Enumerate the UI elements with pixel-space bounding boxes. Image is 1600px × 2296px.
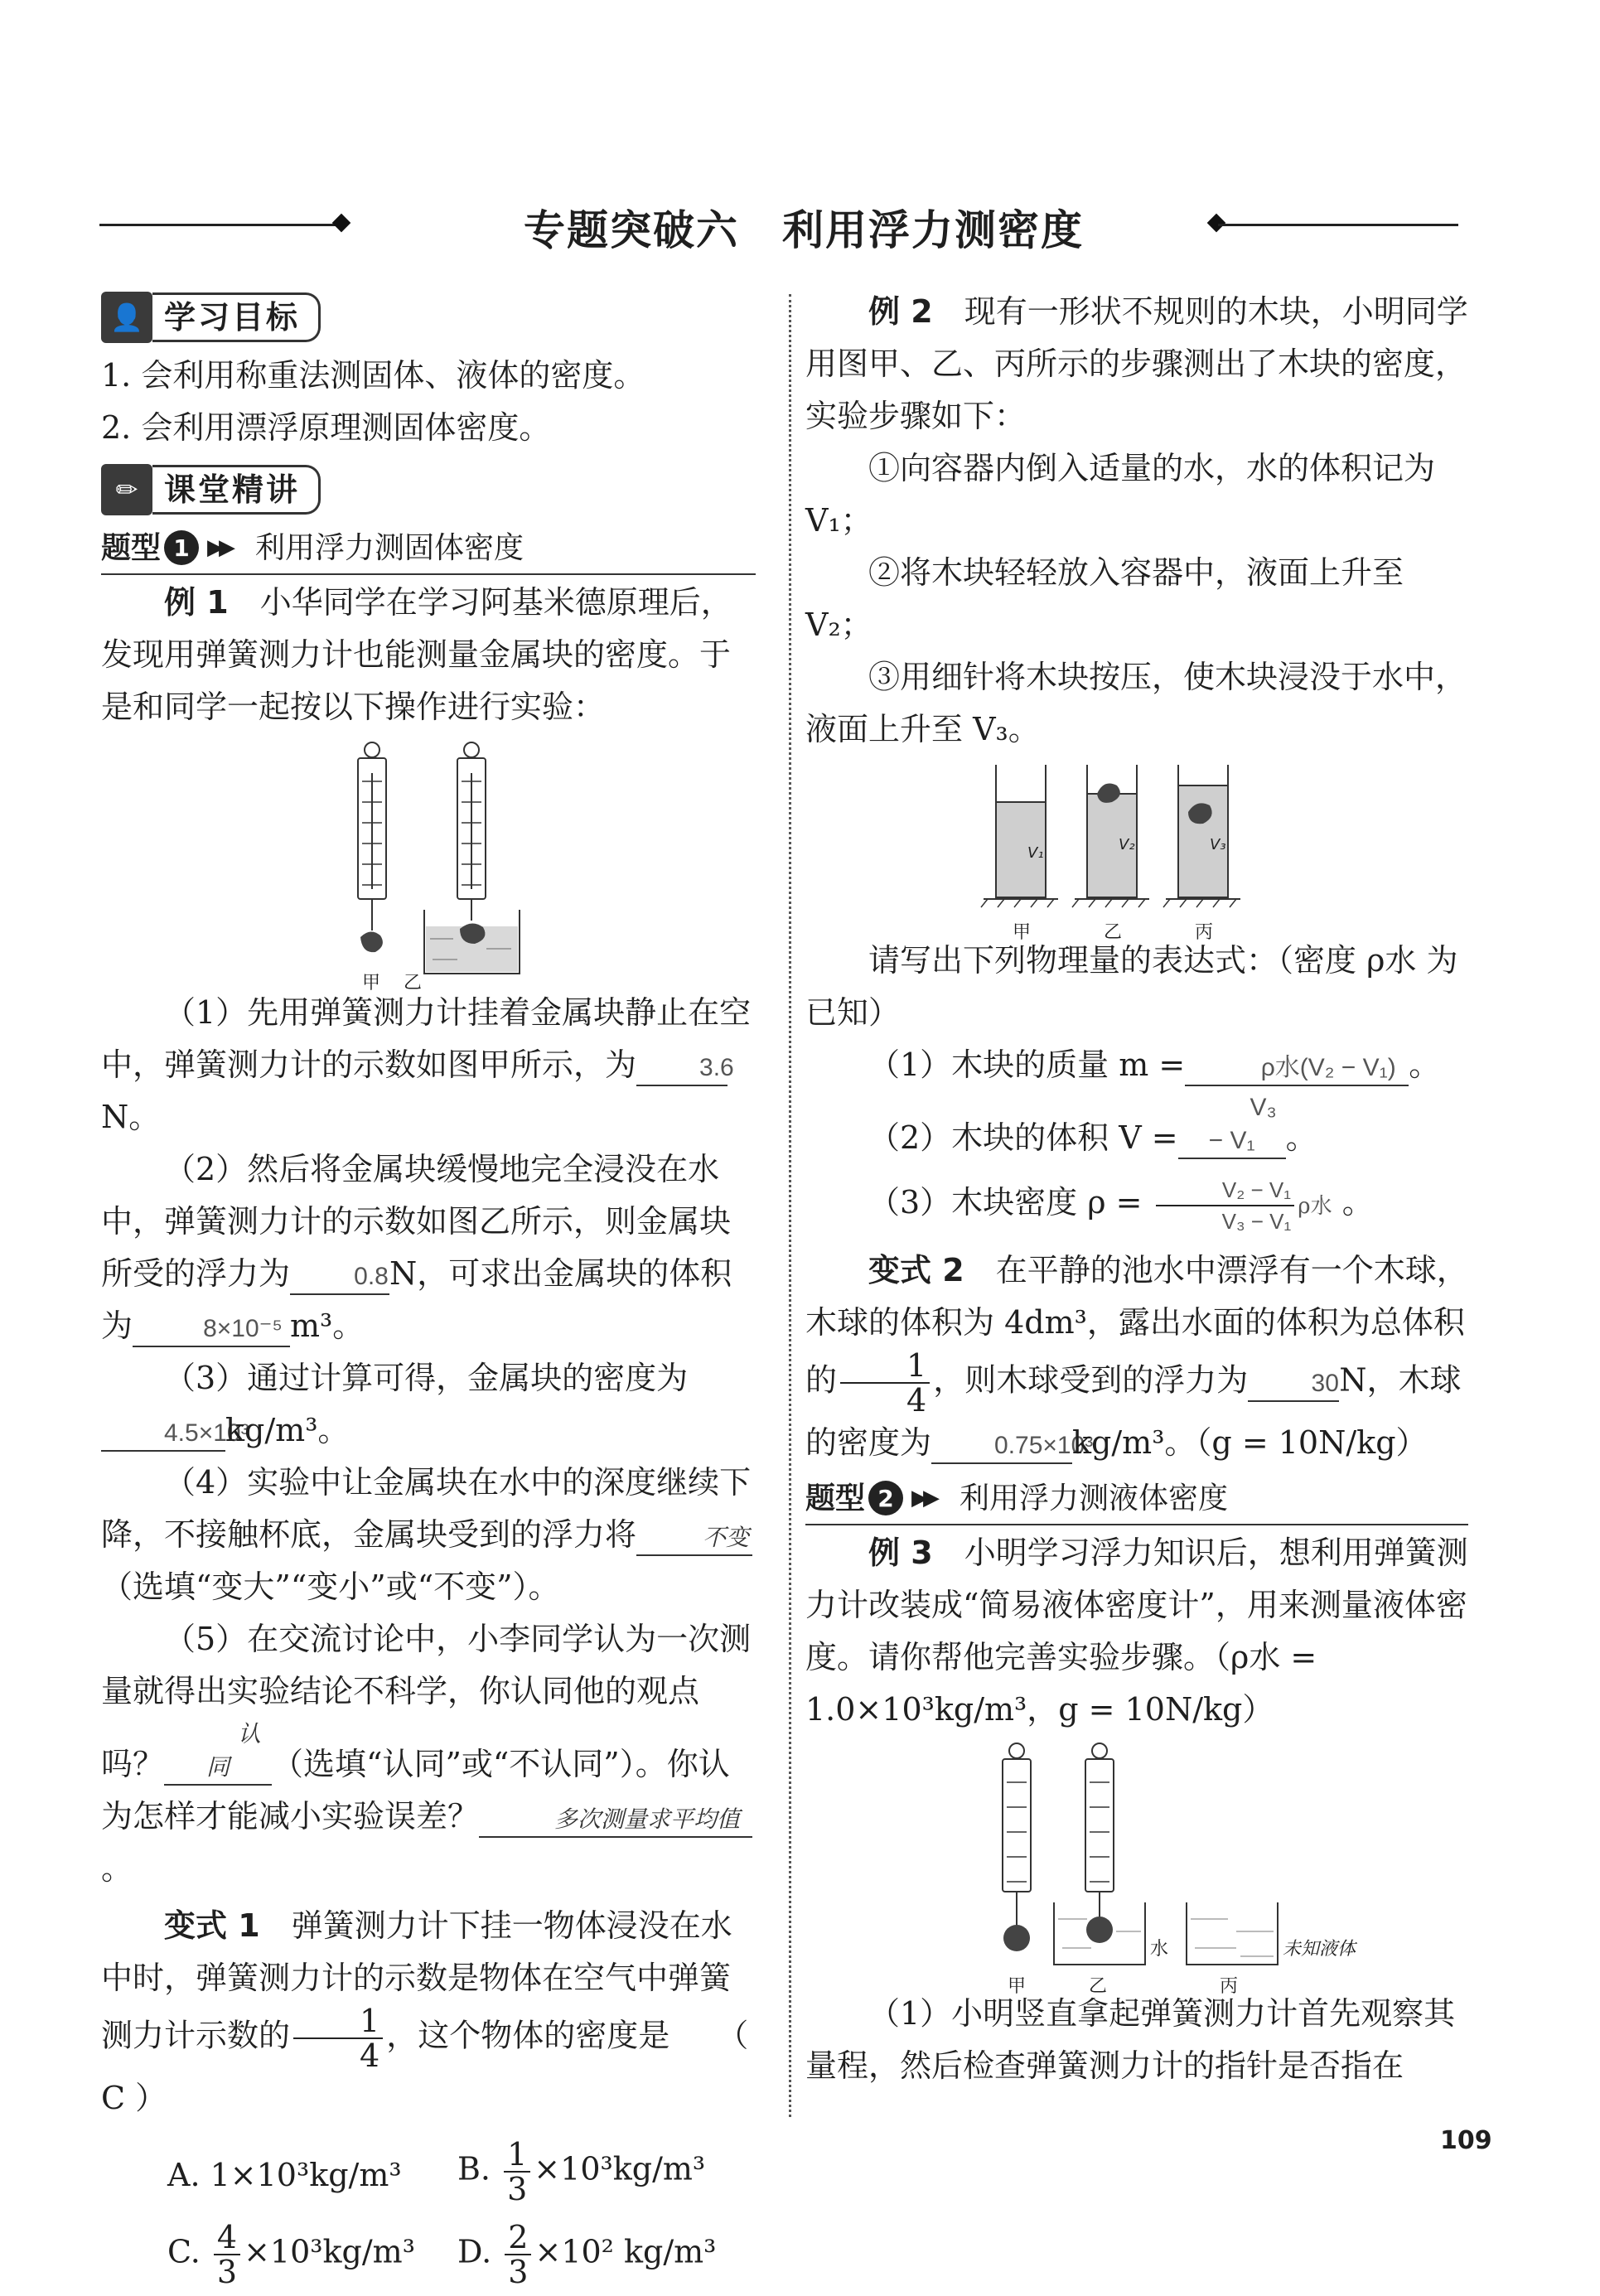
- ex1-q5: （5）在交流讨论中，小李同学认为一次测量就得出实验结论不科学，你认同他的观点吗？认同 （选填“认同”或“不认同”）。你认为怎样才能减小实验误差？ 多次测量求平均值。: [101, 1621, 752, 1887]
- figure-spring-scales-2: [955, 1741, 1356, 1997]
- option-b: B. $\frac{1}{3}$ ×10³kg/m³: [457, 2136, 706, 2207]
- ex2-step-3: ③用细针将木块按压，使木块浸没于水中，液面上升至 V₃。: [805, 659, 1467, 747]
- figure-caption: 丙: [1195, 922, 1214, 943]
- title-rule-right: [1218, 224, 1458, 226]
- left-column: [101, 290, 756, 2289]
- ex1-q3: （3）通过计算可得，金属块的密度为4.5×10³kg/m³。: [101, 1352, 756, 1457]
- ex2-ask: 请写出下列物理量的表达式：（密度 ρ水 为已知）: [805, 942, 1458, 1031]
- figure-containers: [971, 761, 1303, 943]
- variant-2: 变式 2 在平静的池水中漂浮有一个木球，木球的体积为 4dm³，露出水面的体积为总体积的 $\frac{1}{4}$ ，则木球受到的浮力为 30N，木球的密度为 0.75×10³kg/m³。（g = 10N/kg）: [805, 1245, 1468, 1469]
- figure-label-liquid: 未知液体: [1283, 1939, 1356, 1960]
- ex2-q3: （3）木块密度 ρ = $\frac{\text{V₂ − V₁}}{\text{V₃ − V₁}}$ ρ水 。: [805, 1164, 1468, 1245]
- ex1-q1: （1）先用弹簧测力计挂着金属块静止在空中，弹簧测力计的示数如图甲所示，为 3.6N。: [101, 994, 752, 1135]
- option-a: A. 1×10³kg/m³: [167, 2157, 402, 2193]
- section-lecture: [101, 462, 756, 517]
- example-3-intro: 例 3 小明学习浮力知识后，想利用弹簧测力计改装成“简易液体密度计”，用来测量液体密度。请你帮他完善实验步骤。（ρ水 = 1.0×10³kg/m³，g = 10N/kg）: [805, 1535, 1468, 1728]
- pencil-icon: ✏: [101, 464, 152, 515]
- variant-1-options: [167, 2138, 756, 2289]
- figure-caption: 乙: [1089, 1976, 1108, 1997]
- example-1-intro: 例 1 小华同学在学习阿基米德原理后，发现用弹簧测力计也能测量金属块的密度。于是和同学一起按以下操作进行实验：: [101, 584, 732, 725]
- figure-caption: 甲: [362, 973, 381, 993]
- ex2-step-1: ①向容器内倒入适量的水，水的体积记为 V₁；: [805, 450, 1436, 539]
- ex2-step-2: ②将木块轻轻放入容器中，液面上升至 V₂；: [805, 554, 1404, 643]
- title-diamond-left: [332, 214, 351, 233]
- variant-1: 变式 1 弹簧测力计下挂一物体浸没在水中时，弹簧测力计的示数是物体在空气中弹簧测力计示数的 $\frac{1}{4}$ ，这个物体的密度是 （ C ）: [101, 1907, 749, 2116]
- figure-caption: 乙: [404, 973, 423, 993]
- double-arrow-icon: ▶▶: [911, 1485, 935, 1511]
- section-goals-label: 学习目标: [152, 292, 321, 342]
- ex2-q1: （1）木块的质量 m = ρ水(V₂ − V₁) 。: [805, 1039, 1468, 1091]
- page-number: 109: [1440, 2126, 1492, 2155]
- ex1-q2: （2）然后将金属块缓慢地完全浸没在水中，弹簧测力计的示数如图乙所示，则金属块所受的浮力为 0.8N，可求出金属块的体积为 8×10⁻⁵ m³。: [101, 1143, 756, 1352]
- column-divider: [789, 294, 791, 2117]
- goal-item: 1. 会利用称重法测固体、液体的密度。: [101, 357, 645, 394]
- goal-item: 2. 会利用漂浮原理测固体密度。: [101, 409, 551, 446]
- title-diamond-right: [1207, 214, 1226, 233]
- volume-label: V₂: [1119, 836, 1135, 853]
- figure-label-water: 水: [1150, 1939, 1169, 1960]
- question-type-1: 题型 1 ▶▶ 利用浮力测固体密度: [101, 522, 756, 575]
- figure-caption: 甲: [1008, 1976, 1027, 1997]
- ex3-q1: （1）小明竖直拿起弹簧测力计首先观察其量程，然后检查弹簧测力计的指针是否指在: [805, 1995, 1456, 2084]
- right-column: [805, 286, 1468, 2092]
- ex2-q2: （2）木块的体积 V =V₃ − V₁ 。: [805, 1091, 1468, 1164]
- example-2-intro: 例 2 现有一形状不规则的木块，小明同学用图甲、乙、丙所示的步骤测出了木块的密度，实验步骤如下：: [805, 293, 1468, 434]
- volume-label: V₃: [1210, 836, 1226, 853]
- ex1-q4: （4）实验中让金属块在水中的深度继续下降，不接触杯底，金属块受到的浮力将 不变（选填“变大”“变小”或“不变”）。: [101, 1464, 752, 1605]
- figure-caption: 丙: [1220, 1976, 1239, 1997]
- option-d: D. $\frac{2}{3}$ ×10² kg/m³: [457, 2219, 717, 2290]
- section-goals: [101, 290, 756, 345]
- volume-label: V₁: [1027, 844, 1044, 862]
- figure-spring-scales-1: [254, 740, 602, 993]
- option-c: C. $\frac{4}{3}$ ×10³kg/m³: [167, 2219, 415, 2290]
- student-icon: 👤: [101, 292, 152, 343]
- double-arrow-icon: ▶▶: [207, 534, 231, 560]
- figure-caption: 甲: [1013, 922, 1032, 943]
- section-lecture-label: 课堂精讲: [152, 465, 321, 515]
- question-type-2: 题型 2 ▶▶ 利用浮力测液体密度: [805, 1472, 1468, 1525]
- figure-caption: 乙: [1104, 922, 1123, 943]
- title-rule-left: [99, 224, 340, 226]
- page-title: 专题突破六 利用浮力测密度: [524, 206, 1084, 254]
